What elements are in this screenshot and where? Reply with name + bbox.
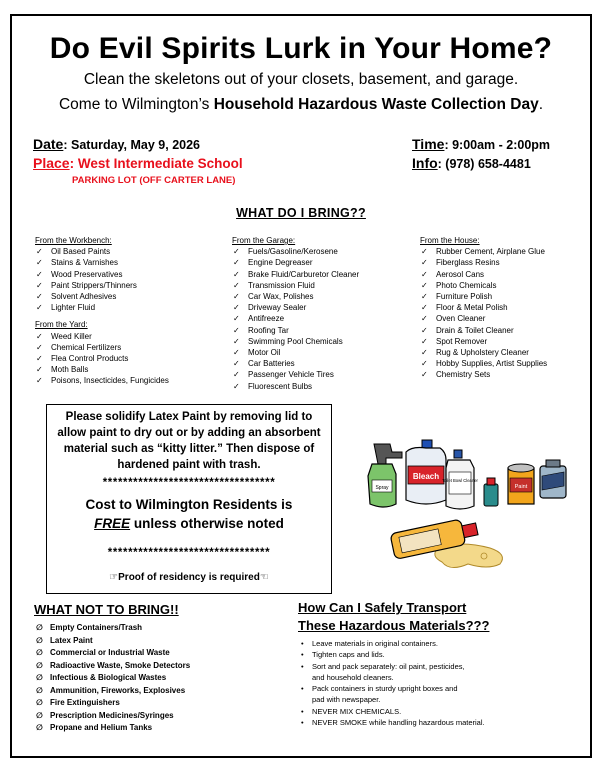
list-item: ✓ Fluorescent Bulbs xyxy=(232,381,359,392)
bleach-label: Bleach xyxy=(412,472,440,481)
list-item: ✓ Driveway Sealer xyxy=(232,302,359,313)
place-value: : West Intermediate School xyxy=(69,156,243,171)
list-item: ✓ Lighter Fluid xyxy=(35,302,169,313)
list-item: ✓ Car Wax, Polishes xyxy=(232,291,359,302)
list-item xyxy=(298,717,568,728)
subtitle-line-1: Clean the skeletons out of your closets, basement, and garage. xyxy=(83,71,519,88)
tip-text: Leave materials in original containers. xyxy=(312,639,438,648)
list-item: ∅ Radioactive Waste, Smoke Detectors xyxy=(36,660,190,673)
place-label: Place xyxy=(33,155,70,171)
list-item: ∅ Empty Containers/Trash xyxy=(36,622,190,635)
info-label: Info xyxy=(412,155,438,171)
tip-text-continued: and household cleaners. xyxy=(312,672,394,682)
list-item: ✓ Drain & Toilet Cleaner xyxy=(420,325,547,336)
list-item: ✓ Weed Killer xyxy=(35,331,169,342)
subtitle-prefix: Come to Wilmington’s xyxy=(58,96,214,113)
tip-text: Pack containers in sturdy upright boxes and xyxy=(312,684,458,694)
list-item: ∅ Prescription Medicines/Syringes xyxy=(36,710,190,723)
page-title: Do Evil Spirits Lurk in Your Home? xyxy=(49,32,553,65)
notice-line-1: Please solidify Latex Paint by removing lid to xyxy=(65,411,313,423)
list-item: ✓ Hobby Supplies, Artist Supplies xyxy=(420,358,547,369)
list-item xyxy=(298,661,568,684)
what-to-bring-title: WHAT DO I BRING?? xyxy=(236,206,366,220)
spray-label: Spray xyxy=(375,485,389,491)
list-item: ✓ Poisons, Insecticides, Fungicides xyxy=(35,375,169,386)
proof-of-residency: ☞Proof of residency is required☜ xyxy=(109,572,269,583)
list-item xyxy=(298,649,568,660)
not-bring-list xyxy=(36,622,190,735)
time-value: : 9:00am - 2:00pm xyxy=(444,138,551,152)
list-item: ✓ Passenger Vehicle Tires xyxy=(232,369,359,380)
list-item: ✓ Floor & Metal Polish xyxy=(420,302,547,313)
aerosol-can xyxy=(540,460,566,498)
yard-heading: From the Yard: xyxy=(35,320,88,330)
list-item: ✓ Rug & Upholstery Cleaner xyxy=(420,347,547,358)
place-row xyxy=(33,155,243,173)
house-list xyxy=(420,246,547,380)
list-item: ✓ Oil Based Paints xyxy=(35,246,169,257)
date-row xyxy=(33,136,200,154)
list-item: ∅ Infectious & Biological Wastes xyxy=(36,672,190,685)
star-divider: ********************************** xyxy=(102,477,276,489)
tip-text: Sort and pack separately: oil paint, pesticides, xyxy=(312,661,465,671)
list-item: ✓ Stains & Varnishes xyxy=(35,257,169,268)
notice-line-3: material such as “kitty litter.” Then dispose of xyxy=(63,443,315,455)
bleach-jug xyxy=(406,440,446,504)
list-item: ✓ Solvent Adhesives xyxy=(35,291,169,302)
list-item: ✓ Aerosol Cans xyxy=(420,269,547,280)
yard-list xyxy=(35,331,169,387)
tip-text: NEVER MIX CHEMICALS. xyxy=(312,706,402,716)
list-item: ∅ Commercial or Industrial Waste xyxy=(36,647,190,660)
tip-text: Tighten caps and lids. xyxy=(312,650,385,660)
cost-line-2-rest: unless otherwise noted xyxy=(130,516,284,531)
toilet-cleaner-bottle xyxy=(442,450,478,509)
list-item: ∅ Fire Extinguishers xyxy=(36,697,190,710)
list-item xyxy=(298,638,568,649)
cost-line-2 xyxy=(47,516,331,531)
list-item: ✓ Motor Oil xyxy=(232,347,359,358)
info-row xyxy=(412,155,531,173)
transport-title-line-2: These Hazardous Materials??? xyxy=(298,618,490,633)
list-item: ∅ Latex Paint xyxy=(36,635,190,648)
list-item: ∅ Ammunition, Fireworks, Explosives xyxy=(36,685,190,698)
event-name: Household Hazardous Waste Collection Day xyxy=(213,96,539,113)
tip-text-continued: pad with newspaper. xyxy=(312,695,381,705)
free-label: FREE xyxy=(94,516,131,531)
list-item: ✓ Chemical Fertilizers xyxy=(35,342,169,353)
place-note: PARKING LOT (OFF CARTER LANE) xyxy=(72,175,236,186)
list-item: ✓ Antifreeze xyxy=(232,313,359,324)
list-item: ✓ Spot Remover xyxy=(420,336,547,347)
transport-title-line-1: How Can I Safely Transport xyxy=(298,600,467,615)
list-item: ✓ Furniture Polish xyxy=(420,291,547,302)
date-label: Date xyxy=(33,136,64,152)
subtitle-line-2 xyxy=(12,96,590,114)
list-item: ✓ Fuels/Gasoline/Kerosene xyxy=(232,246,359,257)
list-item: ✓ Photo Chemicals xyxy=(420,280,547,291)
garage-column xyxy=(232,235,359,392)
notice-line-4: hardened paint with trash. xyxy=(117,459,261,471)
list-item: ✓ Flea Control Products xyxy=(35,353,169,364)
notice-line-2: allow paint to dry out or by adding an absorbent xyxy=(57,427,321,439)
spray-bottle xyxy=(368,444,402,507)
list-item: ✓ Swimming Pool Chemicals xyxy=(232,336,359,347)
list-item: ✓ Paint Strippers/Thinners xyxy=(35,280,169,291)
list-item: ✓ Roofing Tar xyxy=(232,325,359,336)
star-divider-2: ******************************** xyxy=(107,547,271,559)
paint-can xyxy=(508,464,534,504)
paint-label: Paint xyxy=(514,484,528,490)
list-item: ✓ Car Batteries xyxy=(232,358,359,369)
list-item: ✓ Fiberglass Resins xyxy=(420,257,547,268)
subtitle-suffix: . xyxy=(538,96,544,113)
workbench-list xyxy=(35,246,169,313)
list-item: ✓ Brake Fluid/Carburetor Cleaner xyxy=(232,269,359,280)
house-column xyxy=(420,235,547,381)
hazardous-containers-illustration xyxy=(350,436,576,586)
toilet-label: Toilet Bowl Cleaner xyxy=(442,478,478,483)
what-not-to-bring-title: WHAT NOT TO BRING!! xyxy=(34,602,179,617)
garage-heading: From the Garage: xyxy=(232,236,296,245)
house-heading: From the House: xyxy=(420,236,480,245)
tip-text: NEVER SMOKE while handling hazardous material. xyxy=(312,718,485,728)
list-item: ✓ Transmission Fluid xyxy=(232,280,359,291)
small-bottle xyxy=(484,478,498,506)
date-value: : Saturday, May 9, 2026 xyxy=(63,138,200,152)
list-item xyxy=(298,706,568,717)
latex-paint-notice-box xyxy=(46,404,332,594)
list-item: ∅ Propane and Helium Tanks xyxy=(36,722,190,735)
list-item: ✓ Moth Balls xyxy=(35,364,169,375)
list-item: ✓ Engine Degreaser xyxy=(232,257,359,268)
garage-list xyxy=(232,246,359,392)
list-item: ✓ Rubber Cement, Airplane Glue xyxy=(420,246,547,257)
list-item: ✓ Chemistry Sets xyxy=(420,369,547,380)
time-label: Time xyxy=(412,136,445,152)
list-item: ✓ Wood Preservatives xyxy=(35,269,169,280)
transport-tips-list xyxy=(298,638,568,728)
cost-line-1: Cost to Wilmington Residents is xyxy=(85,497,293,512)
info-value: : (978) 658-4481 xyxy=(437,157,531,171)
workbench-heading: From the Workbench: xyxy=(35,236,112,245)
list-item xyxy=(298,683,568,706)
workbench-column xyxy=(35,235,169,387)
flyer-page xyxy=(10,14,592,758)
list-item: ✓ Oven Cleaner xyxy=(420,313,547,324)
time-row xyxy=(412,136,550,154)
